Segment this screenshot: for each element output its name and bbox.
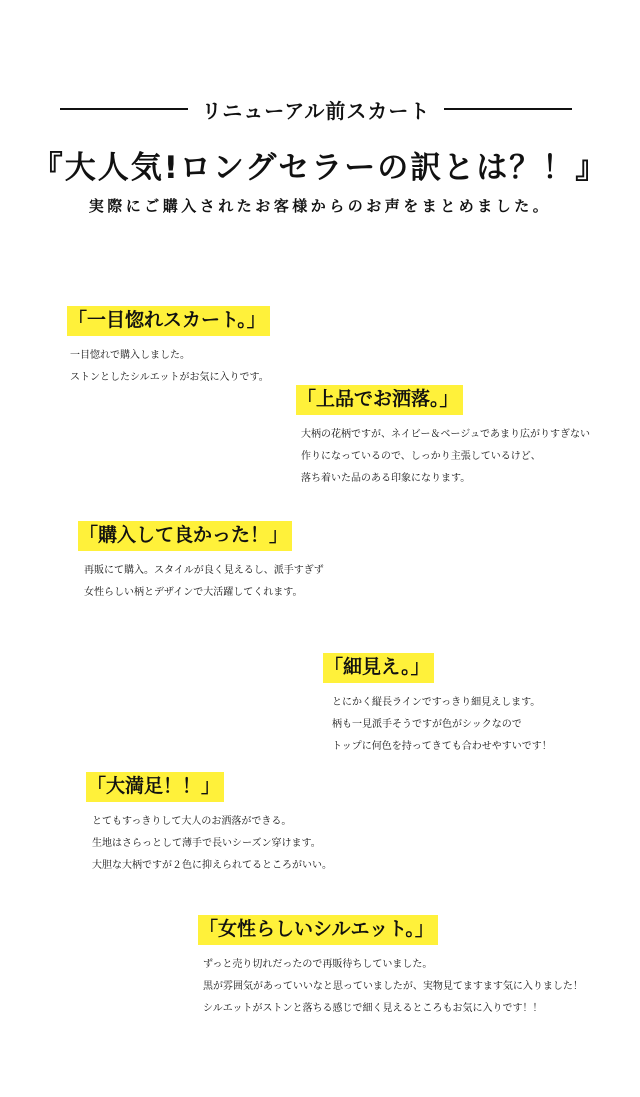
- review-line: 一目惚れで購入しました。: [70, 350, 190, 361]
- review-line: 女性らしい柄とデザインで大活躍してくれます。: [84, 587, 303, 598]
- review-title: 「大満足！！」: [86, 772, 224, 802]
- review-card: [296, 385, 590, 490]
- review-line: 作りになっているので、しっかり主張しているけど、: [301, 451, 541, 462]
- review-line: 生地はさらっとして薄手で長いシーズン穿けます。: [92, 838, 321, 849]
- review-card: [86, 772, 332, 877]
- page-tagline: 実際にご購入されたお客様からのお声をまとめました。: [88, 197, 552, 215]
- review-line: とにかく縦長ラインですっきり細見えします。: [332, 697, 541, 708]
- header-subtitle-row: [60, 96, 572, 122]
- review-line: シルエットがストンと落ちる感じで細く見えるところもお気に入りです！！: [203, 1003, 543, 1014]
- review-line: 再販にて購入。スタイルが良く見えるし、派手すぎず: [84, 565, 324, 576]
- header-line-right: [444, 108, 572, 110]
- review-line: 大柄の花柄ですが、ネイビー＆ベージュであまり広がりすぎない: [301, 429, 590, 440]
- review-line: 柄も一見派手そうですが色がシックなので: [332, 719, 522, 730]
- review-line: トップに何色を持ってきても合わせやすいです！: [332, 741, 552, 752]
- review-title: 「一目惚れスカート。」: [67, 306, 270, 336]
- review-card: [323, 653, 552, 758]
- review-line: 大胆な大柄ですが２色に抑えられてるところがいい。: [92, 860, 332, 871]
- review-line: ストンとしたシルエットがお気に入りです。: [70, 372, 269, 383]
- review-card: [78, 521, 324, 604]
- header-subtitle: リニューアル前スカート: [201, 98, 431, 123]
- review-card: [67, 306, 270, 389]
- review-line: とてもすっきりして大人のお洒落ができる。: [92, 816, 292, 827]
- header-line-left: [60, 108, 188, 110]
- review-title: 「細見え。」: [323, 653, 434, 683]
- review-line: 黒が雰囲気があっていいなと思っていましたが、実物見てますます気に入りました！: [203, 981, 583, 992]
- review-title: 「購入して良かった！」: [78, 521, 292, 551]
- review-line: 落ち着いた品のある印象になります。: [301, 473, 471, 484]
- page-title: 『大人気!ロングセラーの訳とは？！』: [31, 150, 609, 186]
- review-title: 「上品でお洒落。」: [296, 385, 463, 415]
- review-card: [198, 915, 583, 1020]
- review-line: ずっと売り切れだったので再販待ちしていました。: [203, 959, 433, 970]
- review-title: 「女性らしいシルエット。」: [198, 915, 438, 945]
